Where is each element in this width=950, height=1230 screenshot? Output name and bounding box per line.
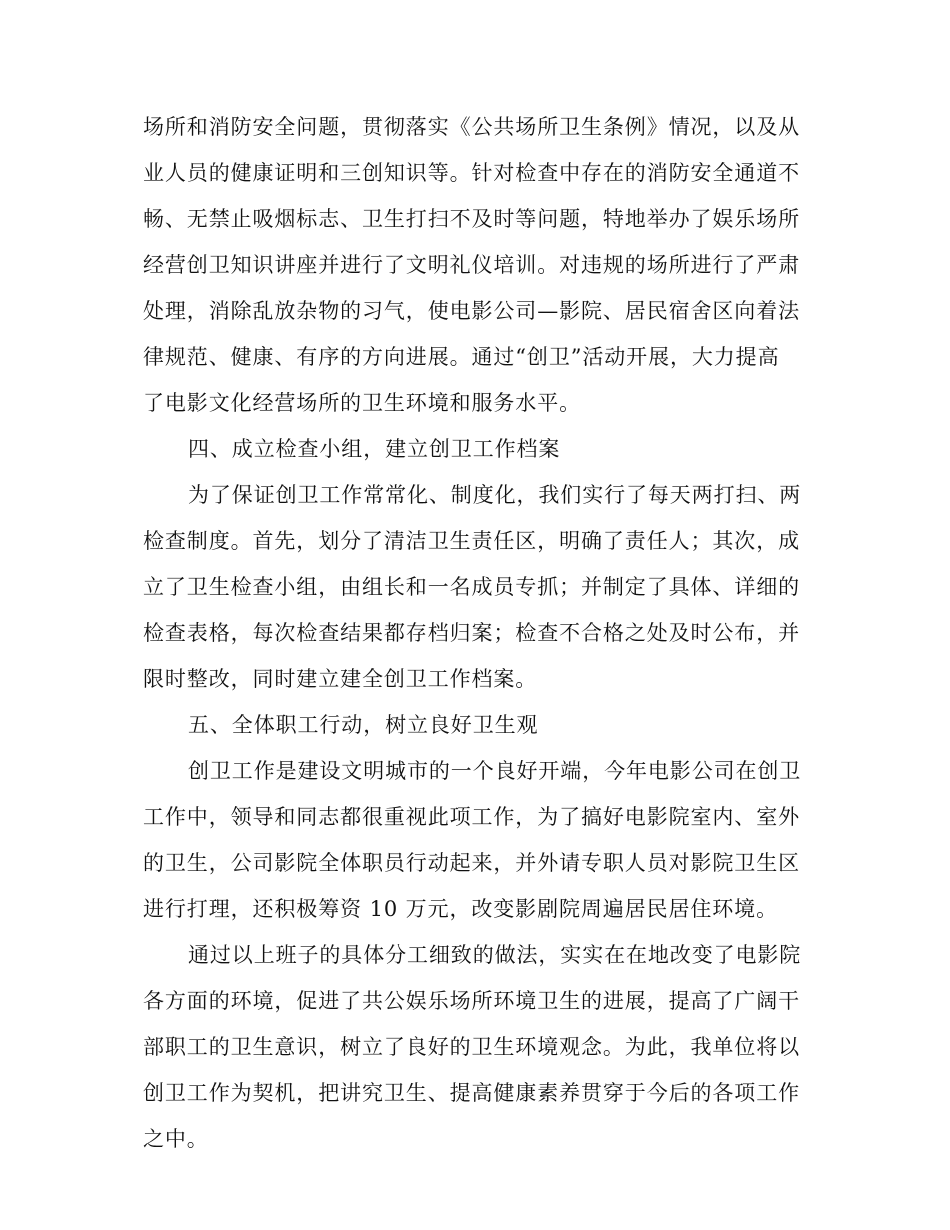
text-line: 之中。 bbox=[143, 1127, 209, 1151]
section-heading-5: 五、全体职工行动，树立良好卫生观 bbox=[188, 713, 539, 737]
text-line: 创卫工作是建设文明城市的一个良好开端，今年电影公司在创卫 bbox=[188, 759, 802, 783]
text-line: 为了保证创卫工作常常化、制度化，我们实行了每天两打扫、两 bbox=[188, 483, 802, 507]
text-line: 检查表格，每次检查结果都存档归案；检查不合格之处及时公布，并 bbox=[143, 621, 800, 645]
text-line: 场所和消防安全问题，贯彻落实《公共场所卫生条例》情况，以及从 bbox=[143, 115, 800, 139]
text-line: 的卫生，公司影院全体职员行动起来，并外请专职人员对影院卫生区 bbox=[143, 851, 800, 875]
text-line: 各方面的环境，促进了共公娱乐场所环境卫生的进展，提高了广阔干 bbox=[143, 989, 800, 1013]
document-body bbox=[143, 104, 803, 1162]
text-line: 创卫工作为契机，把讲究卫生、提高健康素养贯穿于今后的各项工作 bbox=[143, 1081, 800, 1105]
text-line: 畅、无禁止吸烟标志、卫生打扫不及时等问题，特地举办了娱乐场所 bbox=[143, 207, 800, 231]
text-line: 工作中，领导和同志都很重视此项工作，为了搞好电影院室内、室外 bbox=[143, 805, 800, 829]
text-line: 立了卫生检查小组，由组长和一名成员专抓；并制定了具体、详细的 bbox=[143, 575, 800, 599]
text-line: 业人员的健康证明和三创知识等。针对检查中存在的消防安全通道不 bbox=[143, 161, 800, 185]
text-line: 经营创卫知识讲座并进行了文明礼仪培训。对违规的场所进行了严肃 bbox=[143, 253, 800, 277]
section-heading-4: 四、成立检查小组，建立创卫工作档案 bbox=[188, 437, 561, 461]
text-line: 部职工的卫生意识，树立了良好的卫生环境观念。为此，我单位将以 bbox=[143, 1035, 800, 1059]
text-line: 处理，消除乱放杂物的习气，使电影公司—影院、居民宿舍区向着法 bbox=[143, 299, 800, 323]
text-line: 了电影文化经营场所的卫生环境和服务水平。 bbox=[143, 391, 581, 415]
text-line: 律规范、健康、有序的方向进展。通过“创卫”活动开展，大力提高 bbox=[143, 345, 780, 369]
text-line: 通过以上班子的具体分工细致的做法，实实在在地改变了电影院 bbox=[188, 943, 802, 967]
text-line: 检查制度。首先，划分了清洁卫生责任区，明确了责任人；其次，成 bbox=[143, 529, 800, 553]
text-line: 进行打理，还积极筹资 10 万元，改变影剧院周遍居民居住环境。 bbox=[143, 897, 778, 921]
text-line: 限时整改，同时建立建全创卫工作档案。 bbox=[143, 667, 538, 691]
